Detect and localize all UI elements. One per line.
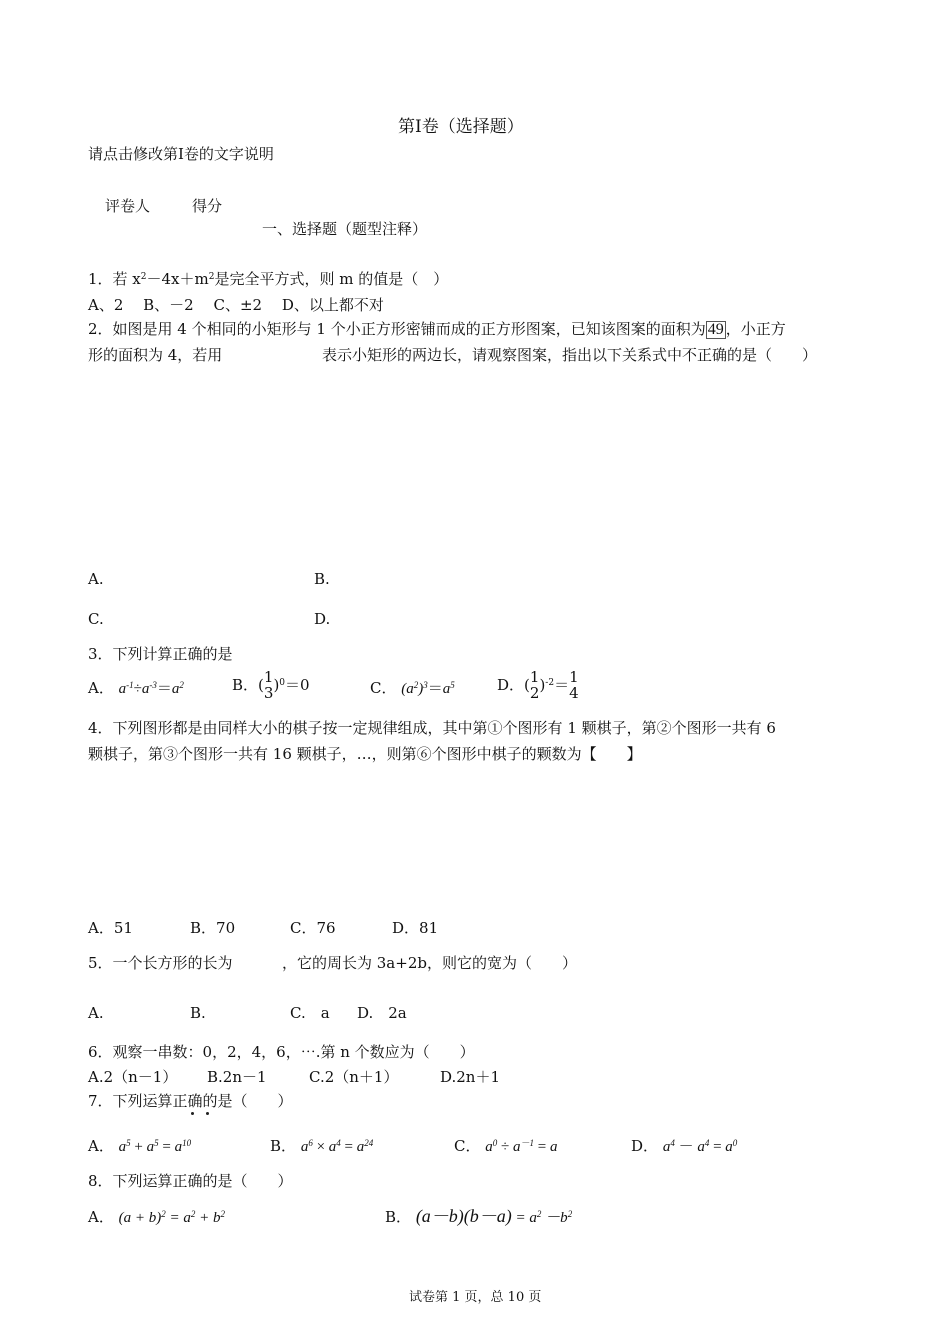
q7-a-expr: $a^5 + a^5 = a^{10}$ [118,1138,192,1155]
q3-d-fraction: 1 2 [529,668,540,702]
q7-d-expr: $a^4 - a^4 = a^0$ [662,1138,738,1155]
q4-option-c: C．76 [290,919,336,937]
q5-option-b: B. [190,1004,206,1022]
q3-b-fraction: 1 3 [263,668,274,702]
q5-option-d: D. 2a [357,1004,407,1022]
emphasis-dot [191,1112,194,1115]
q1-exp1: 2 [140,272,147,282]
q3-b-rhs: ＝0 [285,675,310,694]
q7-option-c [454,1137,557,1157]
q3-option-d: D．( 1 2 )$^{-2}$＝ 1 4 [497,668,579,702]
grader-label: 评卷人 [105,197,151,215]
q3-c-label: C． [370,679,397,697]
q3-c-expr: $(a^2)^3=a^5$ [401,680,455,697]
q2-line2b: 表示小矩形的两边长，请观察图案，指出以下关系式中不正确的是（ ） [322,346,818,364]
q3-option-c [370,679,455,699]
q3-option-a [88,679,184,699]
question-8-stem: 8．下列运算正确的是（ ） [88,1172,293,1190]
score-label: 得分 [192,197,223,215]
q4-option-d: D．81 [392,919,439,937]
q1-mid: －4x＋m [146,270,209,288]
q6-option-b: B.2n－1 [207,1068,267,1086]
emphasis-dot [206,1112,209,1115]
q7-option-d [631,1137,737,1157]
q2-area-value: 49 [707,321,724,338]
q3-d-exp: -2 [545,677,555,688]
q7-d-label: D． [631,1137,659,1155]
question-1-stem [88,270,448,289]
q7-b-label: B． [270,1137,297,1155]
q2-option-c: C. [88,610,104,628]
q7-c-label: C． [454,1137,481,1155]
q7-b-expr: $a^6 \times a^4 = a^{24}$ [300,1138,374,1155]
q3-a-label: A． [88,679,114,697]
q7-option-b [270,1137,373,1157]
q2-option-b: B. [314,570,330,588]
page-footer: 试卷第 1 页，总 10 页 [409,1290,542,1305]
q4-option-b: B．70 [190,919,236,937]
question-3-stem: 3．下列计算正确的是 [88,645,233,663]
section-note: 请点击修改第I卷的文字说明 [88,145,274,163]
q3-d-label: D． [497,675,525,694]
q7-c-expr: $a^0 \div a^{-1} = a$ [485,1138,558,1155]
question-1-options: A、2 B、－2 C、±2 D、以上都不对 [88,296,384,314]
q3-d-eq: ＝ [554,675,570,694]
q3-a-expr: $a^{-1}\div a^{-3}=a^2$ [118,680,184,697]
q1-post: 是完全平方式，则 m 的值是（ ） [214,270,449,288]
q8-option-b [385,1205,572,1228]
q8-option-a [88,1208,225,1228]
part-title: 一、选择题（题型注释） [262,220,428,238]
q8-a-expr: $(a + b)^2 = a^2 + b^2$ [118,1209,225,1226]
q8-b-expr: (a－b)(b－a) [415,1206,512,1226]
q1-pre: 1．若 x [88,270,141,288]
q5-stem-b: ，它的周长为 3a+2b，则它的宽为（ ） [282,954,577,972]
q3-option-b: B．( 1 3 )$^0$＝0 [232,668,310,702]
q5-stem-a: 5．一个长方形的长为 [88,954,233,972]
section-title: 第Ⅰ卷（选择题） [398,117,524,137]
question-6-stem: 6．观察一串数：0，2，4，6，⋯.第 n 个数应为（ ） [88,1043,475,1061]
q7-option-a [88,1137,191,1157]
q8-a-label: A． [88,1208,114,1226]
q3-b-exp: 0 [279,677,286,688]
question-4-line-1: 4．下列图形都是由同样大小的棋子按一定规律组成，其中第①个图形有 1 颗棋子，第②个图形一共有 6 [88,719,776,737]
q3-d-rhs-fraction: 1 4 [569,668,579,702]
q2-option-a: A. [88,570,104,588]
question-7-stem: 7．下列运算正确的是（ ） [88,1092,293,1110]
q5-option-c: C. a [290,1004,330,1022]
q2-option-d: D. [314,610,331,628]
q6-option-d: D.2n＋1 [440,1068,501,1086]
q3-b-label: B． [232,675,259,694]
q6-option-a: A.2（n－1） [88,1068,178,1086]
q2-line1: 2．如图是用 4 个相同的小矩形与 1 个小正方形密铺而成的正方形图案，已知该图案的面积为 [88,320,706,338]
q8-b-rhs: = $a^2 -b^2$ [511,1209,573,1226]
q8-b-label: B． [385,1208,412,1226]
q5-option-a: A. [88,1004,104,1022]
question-2-line-1 [88,320,786,339]
q1-exp2: 2 [208,272,215,282]
q7-a-label: A． [88,1137,114,1155]
q4-option-a: A．51 [88,919,133,937]
question-4-line-2: 颗棋子，第③个图形一共有 16 颗棋子，…，则第⑥个图形中棋子的颗数为【 】 [88,745,642,763]
q2-line1-end: ，小正方 [725,320,786,338]
q6-option-c: C.2（n＋1） [309,1068,399,1086]
q2-line2a: 形的面积为 4，若用 [88,346,223,364]
